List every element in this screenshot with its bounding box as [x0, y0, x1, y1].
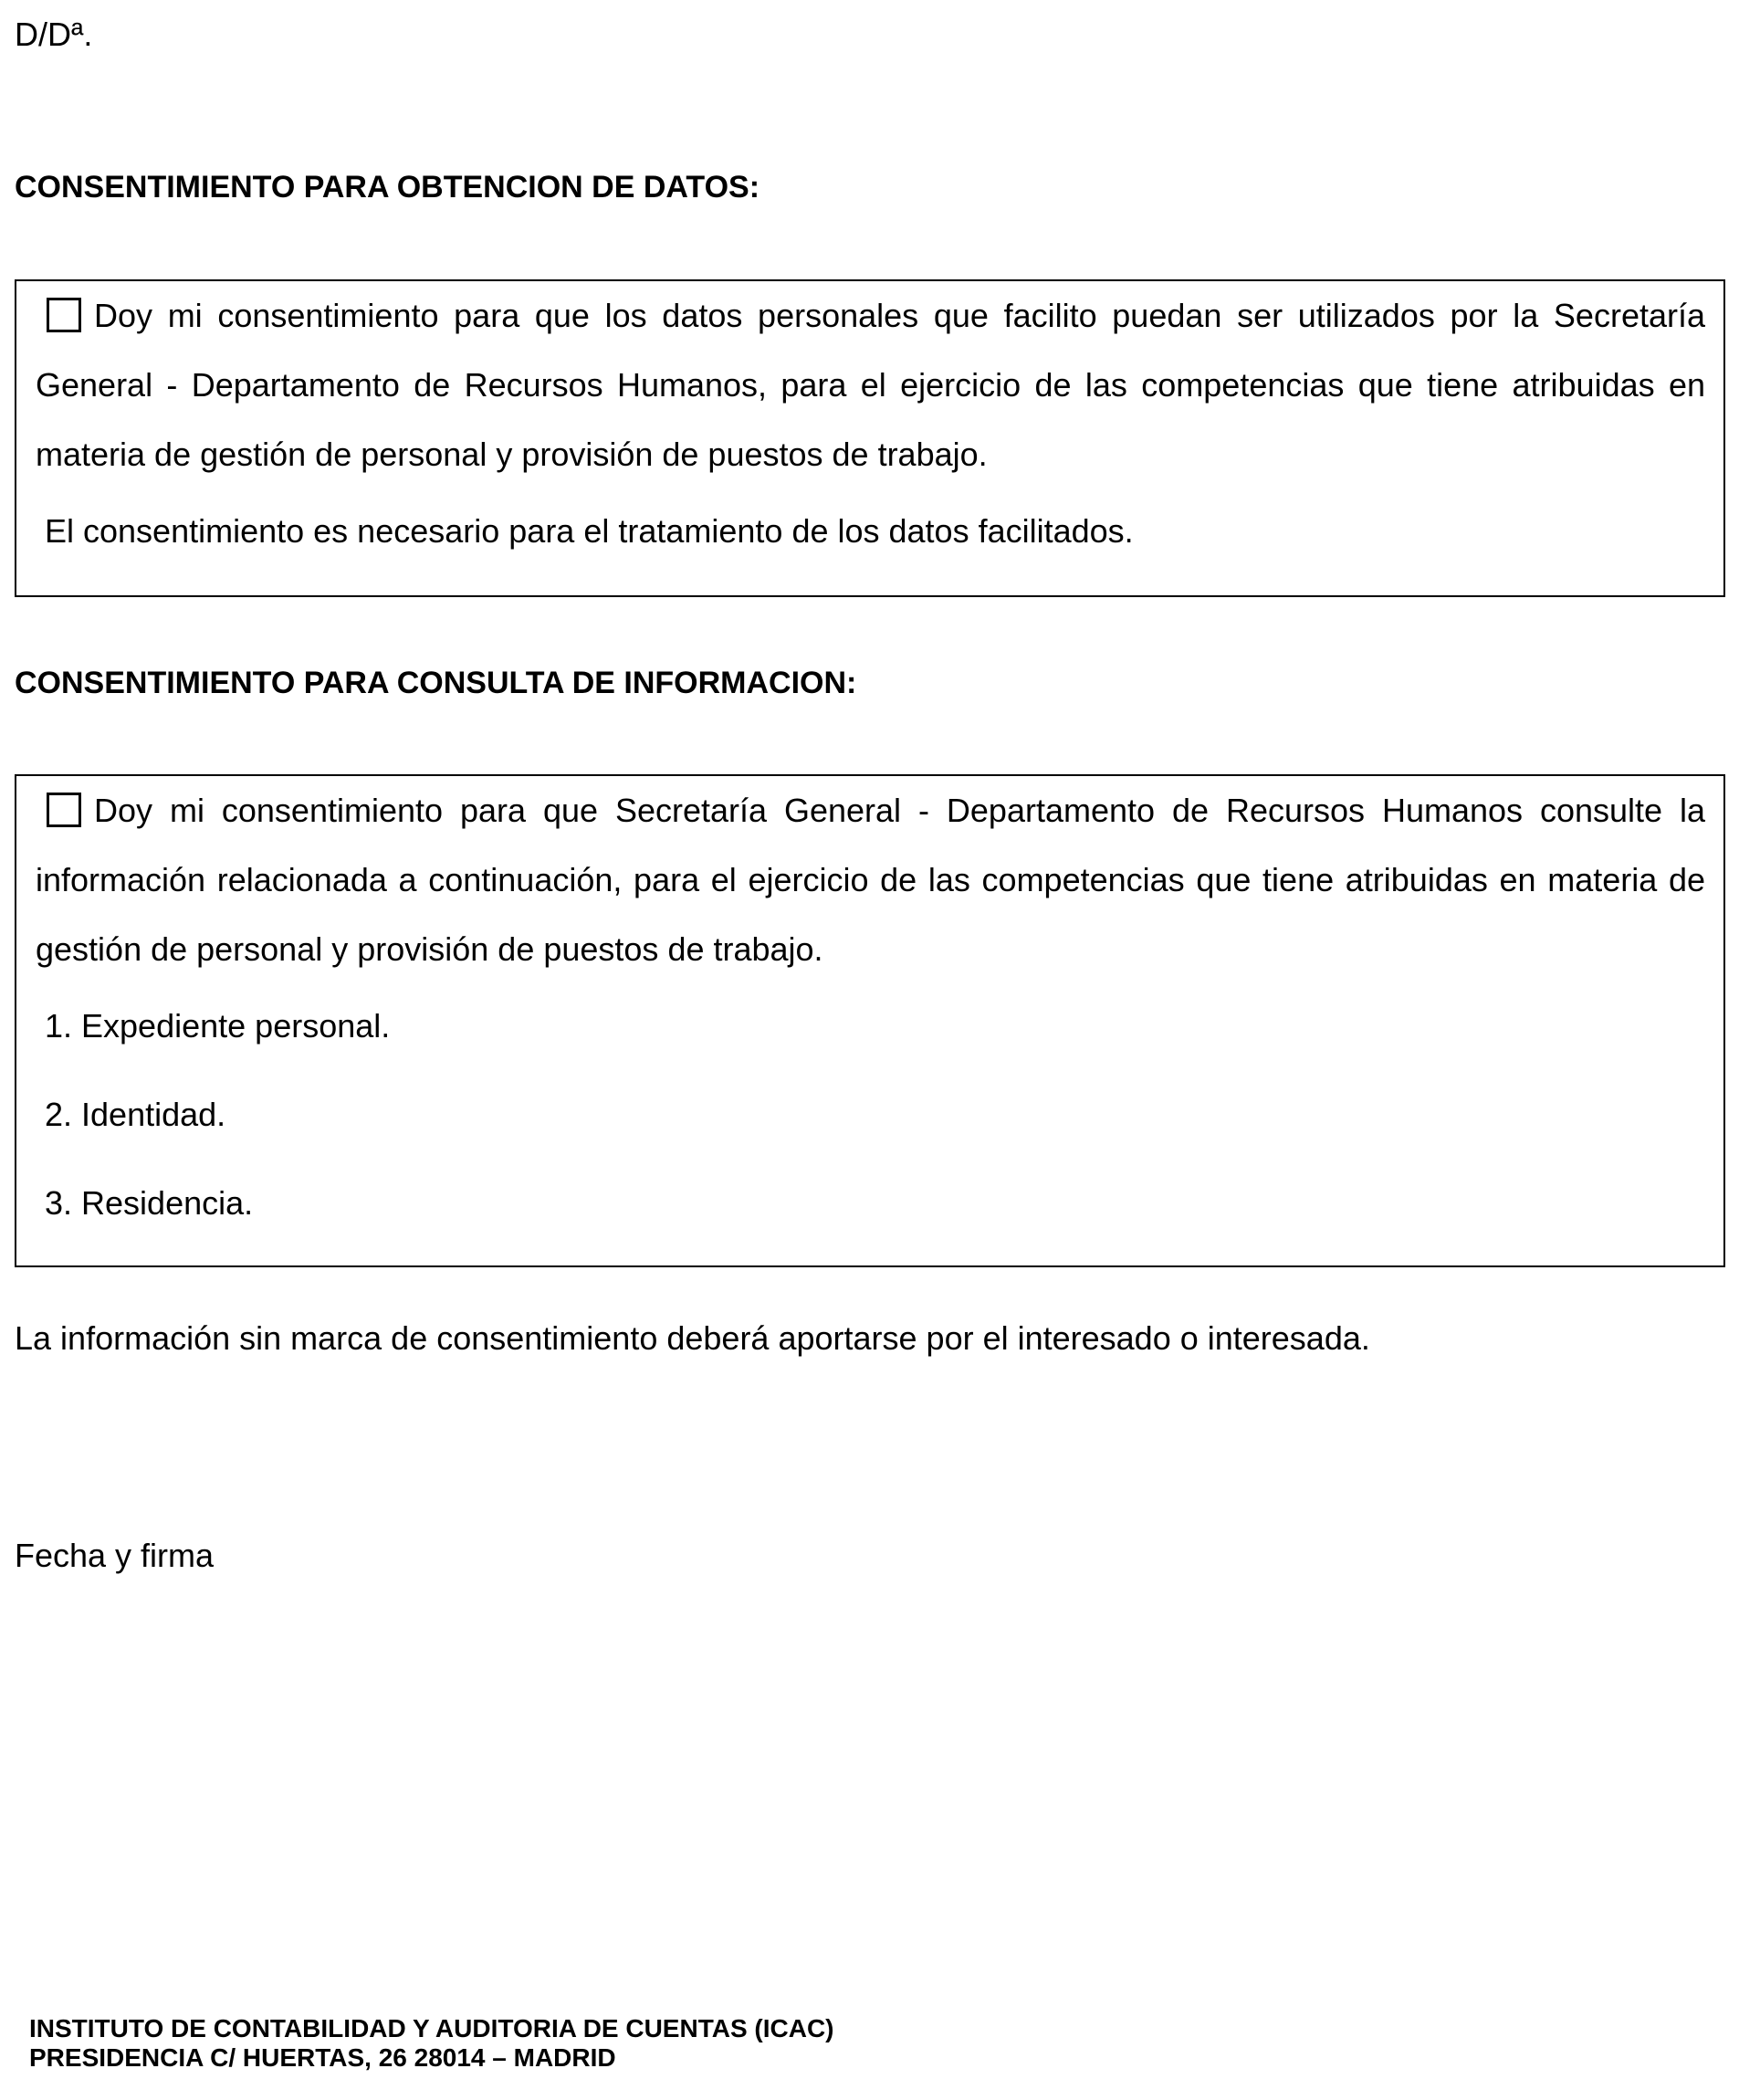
data-consent-text: Doy mi consentimiento para que los datos personales que facilito puedan ser utilizados por la Secretaría General - Departamento de Recursos Humanos, para el ejercicio de las competencias que tiene atribuidas en materia de gestión de personal y provisión de puestos de trabajo. [36, 297, 1705, 473]
info-item-expediente: 1. Expediente personal. [45, 1007, 391, 1045]
footer-institution: INSTITUTO DE CONTABILIDAD Y AUDITORIA DE CUENTAS (ICAC) [29, 2014, 834, 2042]
name-prefix: D/Dª. [15, 16, 93, 53]
data-consent-box [15, 279, 1725, 597]
info-consent-paragraph [36, 776, 1705, 984]
data-consent-paragraph [36, 281, 1705, 489]
info-item-identidad: 2. Identidad. [45, 1096, 226, 1133]
missing-consent-notice: La información sin marca de consentimiento deberá aportarse por el interesado o interesada. [15, 1319, 1370, 1357]
data-consent-note: El consentimiento es necesario para el tratamiento de los datos facilitados. [45, 512, 1134, 550]
section-data-title: CONSENTIMIENTO PARA OBTENCION DE DATOS: [15, 170, 760, 205]
info-consent-checkbox[interactable] [47, 793, 81, 827]
section-info-title: CONSENTIMIENTO PARA CONSULTA DE INFORMACION: [15, 666, 857, 700]
signature-label: Fecha y firma [15, 1537, 215, 1574]
info-item-residencia: 3. Residencia. [45, 1184, 254, 1222]
data-consent-checkbox[interactable] [47, 298, 81, 332]
info-consent-box [15, 774, 1725, 1267]
footer-address: PRESIDENCIA C/ HUERTAS, 26 28014 – MADRID [29, 2043, 616, 2072]
info-consent-text: Doy mi consentimiento para que Secretaría General - Departamento de Recursos Humanos consulte la información relacionada a continuación, para el ejercicio de las competencias que tiene atribuidas en materia de gestión de personal y provisión de puestos de trabajo. [36, 792, 1705, 968]
